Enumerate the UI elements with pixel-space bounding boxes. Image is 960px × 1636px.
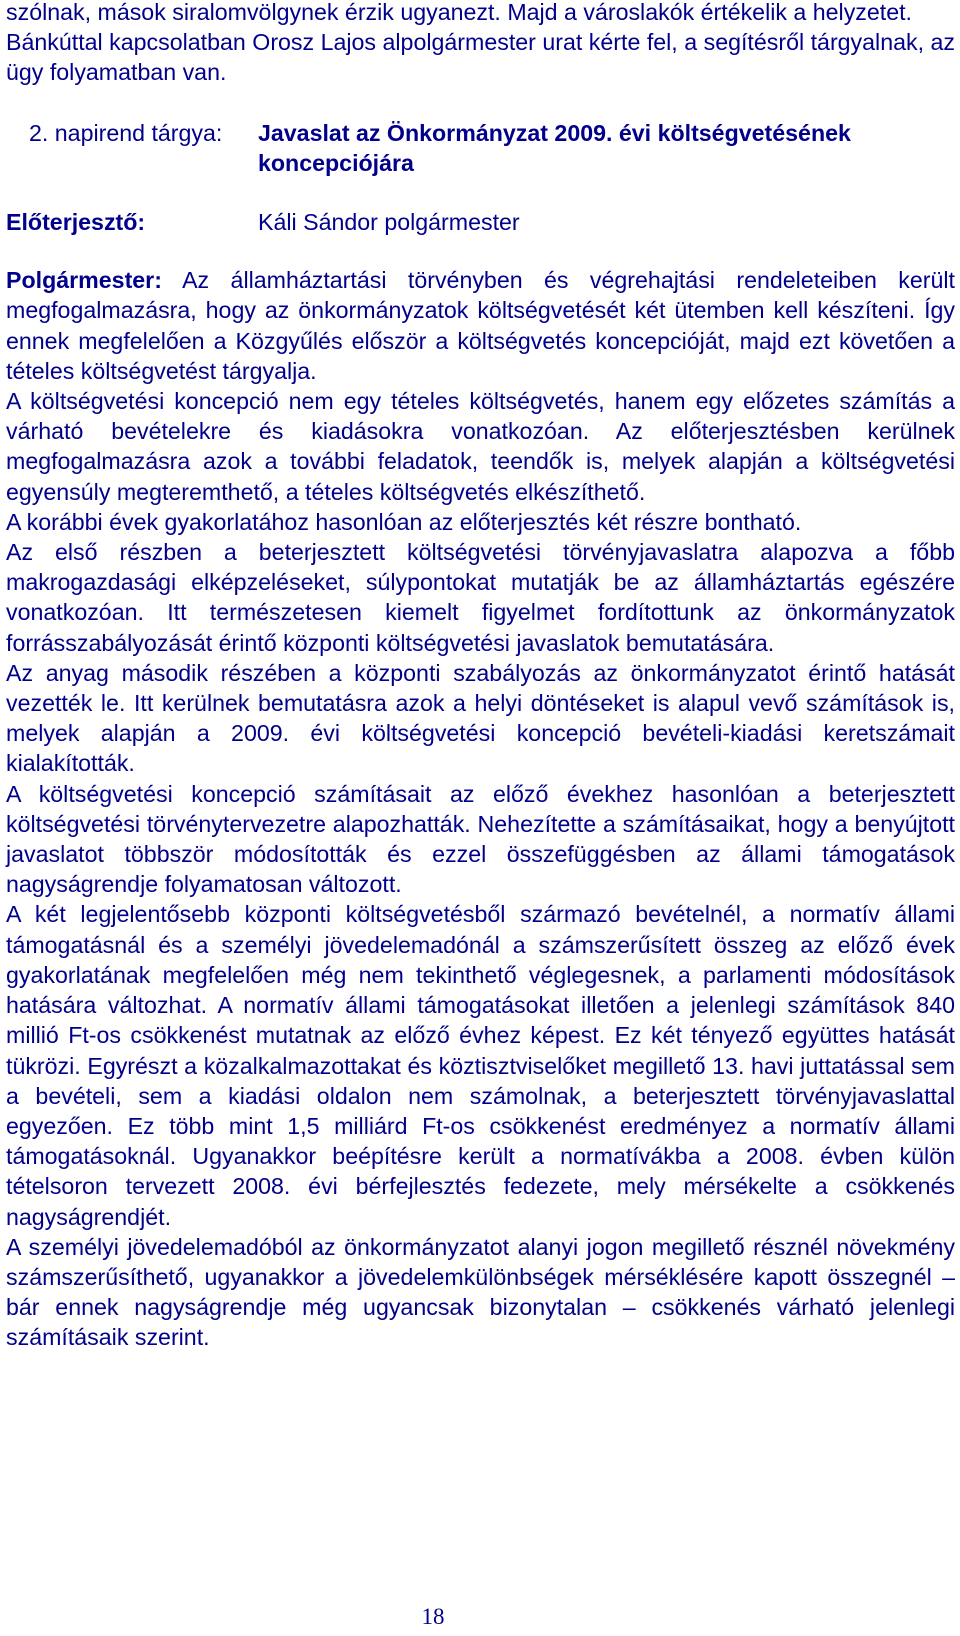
- presenter-label: Előterjesztő:: [6, 209, 146, 236]
- body-paragraph-5: Az anyag második részében a központi szabályozás az önkormányzatot érintő hatását vezették le. Itt kerülnek bemutatásra azok a helyi döntéseket is alapul vevő számítások is, melyek alapján a 2009. évi költségvetési koncepció bevételi-kiadási keretszámait kialakították.: [6, 659, 955, 777]
- body-paragraph-4: Az első részben a beterjesztett költségvetési törvényjavaslatra alapozva a főbb makrogazdasági elképzeléseket, súlypontokat mutatják be az államháztartás egészére vonatkozóan. Itt természetesen kiemelt figyelmet fordítottunk az önkormányzatok forrásszabályozását érintő központi költségvetési javaslatok bemutatására.: [6, 539, 955, 656]
- presenter-row: [6, 207, 955, 237]
- document-page: [6, 0, 955, 1353]
- speaker-label: Polgármester:: [6, 267, 162, 294]
- agenda-title: Javaslat az Önkormányzat 2009. évi költségvetésének koncepciójára: [258, 119, 851, 176]
- spacer: [6, 88, 955, 118]
- body-paragraph-7: A két legjelentősebb központi költségvetésből származó bevételnél, a normatív állami támogatásnál és a személyi jövedelemadónál a számszerűsített összeg az előző évek gyakorlatának megfelelően még nem tekinthető véglegesnek, a parlamenti módosítások hatására változhat. A normatív állami támogatásokat illetően a jelenlegi számítások 840 millió Ft-os csökkenést mutatnak az előző évhez képest. Ez két tényező együttes hatását tükrözi. Egyrészt a közalkalmazottakat és köztisztviselőket megillető 13. havi juttatással sem a bevételi, sem a kiadási oldalon nem számolnak, a beterjesztett törvényjavaslattal egyezően. Ez több mint 1,5 milliárd Ft-os csökkenést eredményez a normatív állami támogatásoknál. Ugyanakkor beépítésre került a normatívákba a 2008. évben külön tételsoron tervezett 2008. évi bérfejlesztés fedezete, mely mérsékelte a csökkenés nagyságrendjét.: [6, 901, 955, 1230]
- body-paragraph-8: A személyi jövedelemadóból az önkormányzatot alanyi jogon megillető résznél növekmény számszerűsíthető, ugyanakkor a jövedelemkülönbségek mérséklésére kapott összegnél – bár ennek nagyságrendje még ugyancsak bizonytalan – csökkenés várható jelenlegi számításaik szerint.: [6, 1233, 955, 1351]
- page-number: 18: [421, 1604, 445, 1629]
- body-paragraph-6: A költségvetési koncepció számításait az előző évekhez hasonlóan a beterjesztett költségvetési törvénytervezetre alapozhatták. Nehezítette a számításaikat, hogy a benyújtott javaslatot többször módosították és ezzel összefüggésben az állami támogatások nagyságrendje folyamatosan változott.: [6, 780, 955, 898]
- intro-paragraph-2: Bánkúttal kapcsolatban Orosz Lajos alpolgármester urat kérte fel, a segítésről tárgyalnak, az ügy folyamatban van.: [6, 29, 955, 86]
- body-paragraph-2: A költségvetési koncepció nem egy tételes költségvetés, hanem egy előzetes számítás a várható bevételekre és kiadásokra vonatkozóan. Az előterjesztésben kerülnek megfogalmazásra azok a további feladatok, teendők is, melyek alapján a költségvetési egyensúly megteremthető, a tételes költségvetés elkészíthető.: [6, 388, 955, 505]
- presenter-name: Káli Sándor polgármester: [258, 209, 520, 236]
- body-paragraph-1-text: Az államháztartási törvényben és végrehajtási rendeleteiben került megfogalmazásra, hogy az önkormányzatok költségvetését két ütemben kell készíteni. Így ennek megfelelően a Közgyűlés először a költségvetés koncepcióját, majd ezt követően a tételes költségvetést tárgyalja.: [6, 267, 955, 384]
- agenda-label: 2. napirend tárgya:: [29, 119, 223, 146]
- intro-paragraph-1: szólnak, mások siralomvölgynek érzik ugyanezt. Majd a városlakók értékelik a helyzetet.: [6, 0, 912, 25]
- agenda-item: [6, 118, 955, 178]
- body-paragraph-1: [6, 265, 955, 386]
- minutes-body: [6, 265, 955, 1352]
- body-paragraph-3: A korábbi évek gyakorlatához hasonlóan az előterjesztés két részre bontható.: [6, 508, 802, 535]
